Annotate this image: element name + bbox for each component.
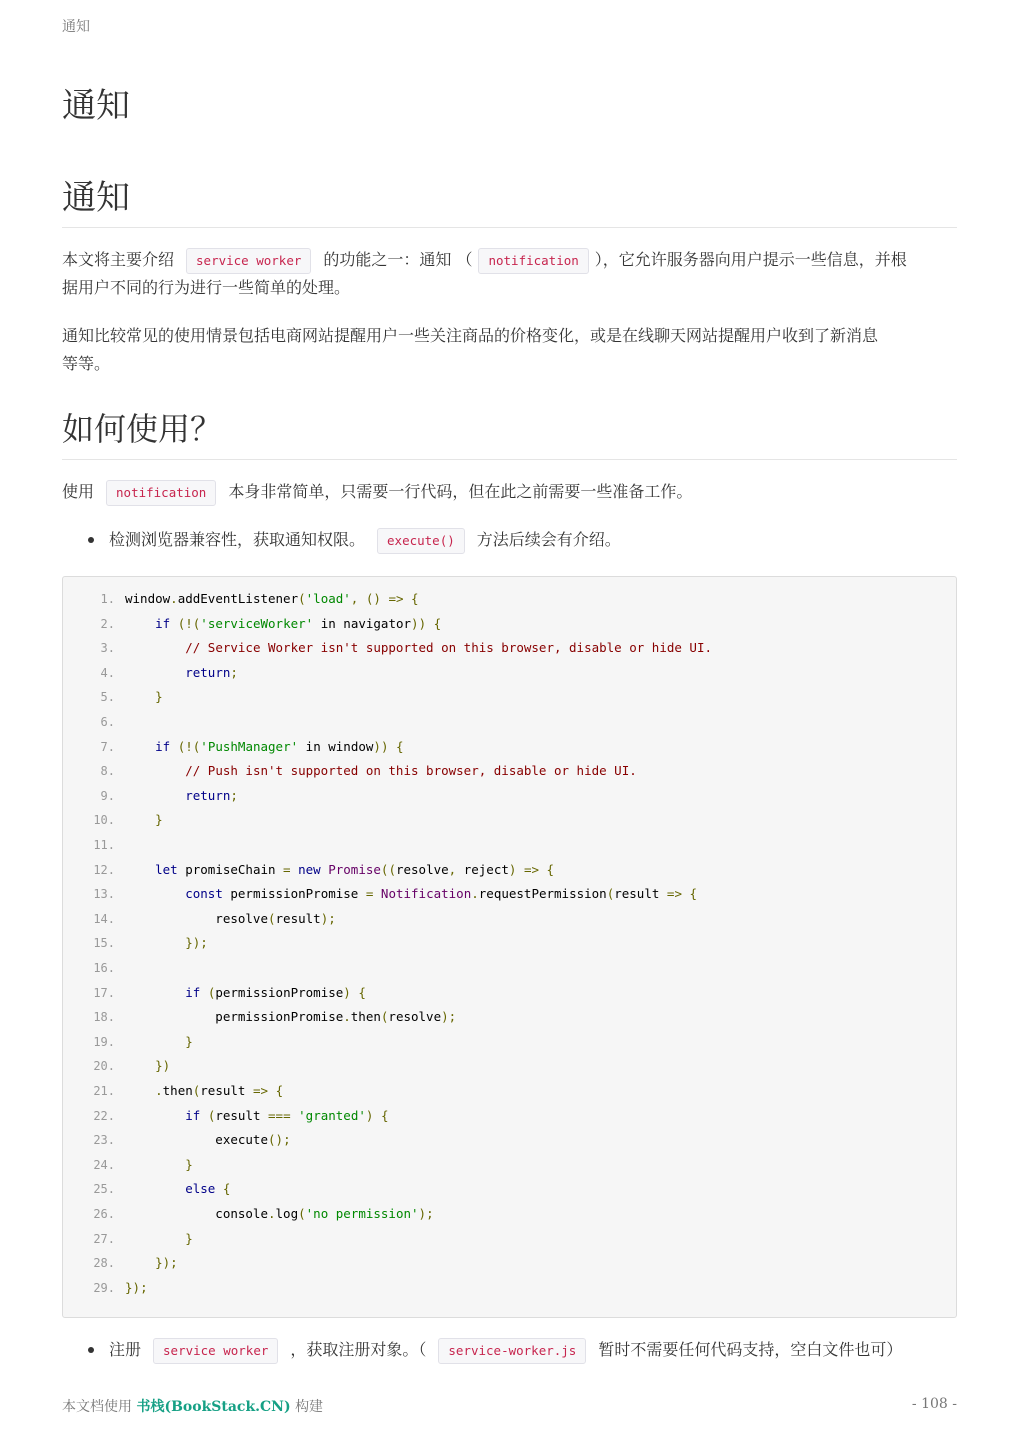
how-to-use-heading: 如何使用？ <box>62 410 223 448</box>
line-number: 8. <box>100 764 115 779</box>
code-line <box>63 1202 434 1226</box>
how-to-use-text: 使用 <box>62 482 95 501</box>
line-number: 16. <box>93 961 115 975</box>
code-line <box>63 1079 283 1103</box>
code-line <box>63 1005 456 1029</box>
code-text: }); <box>185 935 208 951</box>
line-number: 23. <box>93 1133 115 1148</box>
code-text: const permissionPromise = Notification.requestPermission(result => { <box>185 886 698 902</box>
code-line <box>63 981 366 1005</box>
line-number: 22. <box>93 1108 115 1123</box>
intro-paragraph <box>62 246 957 302</box>
code-line <box>63 784 238 808</box>
inline-code-service-worker: service worker <box>153 1338 278 1364</box>
code-line <box>63 1054 170 1078</box>
code-text: } <box>185 1033 193 1049</box>
inline-code-service-worker: service worker <box>186 248 311 274</box>
usage-text: 通知比较常见的使用情景包括电商网站提醒用户一些关注商品的价格变化，或是在线聊天网站提醒用户收到了新消息 <box>62 326 879 345</box>
bookstack-link[interactable]: 书栈(BookStack.CN) <box>136 1399 291 1415</box>
section-heading: 通知 <box>62 178 130 218</box>
code-line <box>63 612 441 636</box>
intro-text: 的功能之一：通知 （ <box>323 250 473 269</box>
code-text: } <box>185 1230 193 1246</box>
code-line <box>63 931 208 955</box>
code-line <box>63 685 163 709</box>
code-text: console.log('no permission'); <box>125 1206 434 1221</box>
code-line <box>63 1251 178 1275</box>
line-number: 7. <box>100 739 115 754</box>
code-line <box>63 1227 193 1251</box>
code-text: permissionPromise.then(resolve); <box>125 1009 457 1025</box>
line-number: 4. <box>100 665 115 680</box>
inline-code-execute: execute() <box>377 528 465 554</box>
code-line <box>63 735 404 759</box>
code-line <box>63 587 419 611</box>
list-item-text: ，获取注册对象。（ <box>290 1340 427 1359</box>
code-line <box>63 907 336 931</box>
footer-prefix: 本文档使用 <box>62 1399 132 1415</box>
code-line <box>63 710 125 734</box>
code-text: // Push isn't supported on this browser, disable or hide UI. <box>185 763 637 779</box>
code-text: } <box>155 812 163 828</box>
line-number: 11. <box>93 838 115 852</box>
line-number: 18. <box>93 1010 115 1025</box>
code-line <box>63 858 554 882</box>
line-number: 9. <box>100 788 115 803</box>
code-text: if (result === 'granted') { <box>185 1107 389 1123</box>
code-text: execute(); <box>125 1132 291 1148</box>
code-block <box>62 576 957 1318</box>
line-number: 13. <box>93 887 115 902</box>
line-number: 29. <box>93 1280 115 1295</box>
line-number: 3. <box>100 641 115 656</box>
line-number: 19. <box>93 1034 115 1049</box>
intro-text: ），它允许服务器向用户提示一些信息，并根 <box>594 250 907 269</box>
heading-rule <box>62 459 957 460</box>
footer-credit <box>62 1396 323 1416</box>
code-line <box>63 1128 291 1152</box>
code-line <box>63 808 163 832</box>
code-text: }); <box>125 1279 148 1295</box>
code-text: resolve(result); <box>125 910 336 926</box>
code-text: }) <box>155 1058 171 1074</box>
footer-suffix: 构建 <box>295 1399 324 1415</box>
line-number: 6. <box>100 715 115 729</box>
page-number: - 108 - <box>911 1396 957 1412</box>
usage-text: 等等。 <box>62 354 111 373</box>
running-head: 通知 <box>62 19 90 35</box>
line-number: 26. <box>93 1207 115 1221</box>
inline-code-service-worker-js: service-worker.js <box>438 1338 586 1364</box>
code-line <box>63 1030 193 1054</box>
code-text: } <box>185 1156 193 1172</box>
list-item <box>88 526 621 554</box>
bullet-icon <box>88 1347 94 1353</box>
line-number: 25. <box>93 1182 115 1197</box>
code-line <box>63 661 238 685</box>
line-number: 1. <box>100 592 115 606</box>
code-line <box>63 882 697 906</box>
how-to-use-paragraph <box>62 478 957 506</box>
code-text: else { <box>185 1181 231 1197</box>
code-line <box>63 956 125 980</box>
code-text: if (!('PushManager' in window)) { <box>155 738 404 754</box>
intro-text: 据用户不同的行为进行一些简单的处理。 <box>62 278 351 297</box>
code-text: return; <box>185 787 238 803</box>
code-text: }); <box>155 1255 178 1271</box>
how-to-use-text: 本身非常简单，只需要一行代码，但在此之前需要一些准备工作。 <box>228 482 693 501</box>
heading-rule <box>62 227 957 228</box>
code-line <box>63 636 712 660</box>
line-number: 10. <box>93 813 115 828</box>
line-number: 2. <box>100 616 115 631</box>
line-number: 15. <box>93 936 115 951</box>
line-number: 17. <box>93 985 115 1000</box>
code-text: let promiseChain = new Promise((resolve, reject) => { <box>155 861 555 877</box>
inline-code-notification: notification <box>106 480 216 506</box>
code-text: // Service Worker isn't supported on this browser, disable or hide UI. <box>185 640 713 656</box>
line-number: 24. <box>93 1157 115 1172</box>
code-text: window.addEventListener('load', () => { <box>125 591 419 606</box>
list-item-text: 注册 <box>109 1340 142 1359</box>
code-text: if (!('serviceWorker' in navigator)) { <box>155 615 442 631</box>
list-item-text: 方法后续会有介绍。 <box>476 530 621 549</box>
code-text: if (permissionPromise) { <box>185 984 366 1000</box>
code-text: .then(result => { <box>155 1083 284 1098</box>
code-line <box>63 1104 388 1128</box>
code-text: return; <box>185 664 238 680</box>
list-item-text: 检测浏览器兼容性，获取通知权限。 <box>109 530 366 549</box>
line-number: 5. <box>100 690 115 705</box>
code-line <box>63 1276 148 1300</box>
list-item <box>88 1336 902 1364</box>
inline-code-notification: notification <box>478 248 588 274</box>
code-line <box>63 759 637 783</box>
line-number: 21. <box>93 1084 115 1098</box>
usage-paragraph <box>62 322 957 378</box>
code-text: } <box>155 689 163 705</box>
page-title: 通知 <box>62 86 130 126</box>
line-number: 20. <box>93 1059 115 1074</box>
line-number: 12. <box>93 862 115 877</box>
list-item-text: 暂时不需要任何代码支持，空白文件也可） <box>598 1340 903 1359</box>
code-line <box>63 1177 230 1201</box>
line-number: 27. <box>93 1231 115 1246</box>
line-number: 14. <box>93 911 115 926</box>
code-line <box>63 833 125 857</box>
line-number: 28. <box>93 1256 115 1271</box>
bullet-icon <box>88 537 94 543</box>
code-line <box>63 1153 193 1177</box>
intro-text: 本文将主要介绍 <box>62 250 175 269</box>
